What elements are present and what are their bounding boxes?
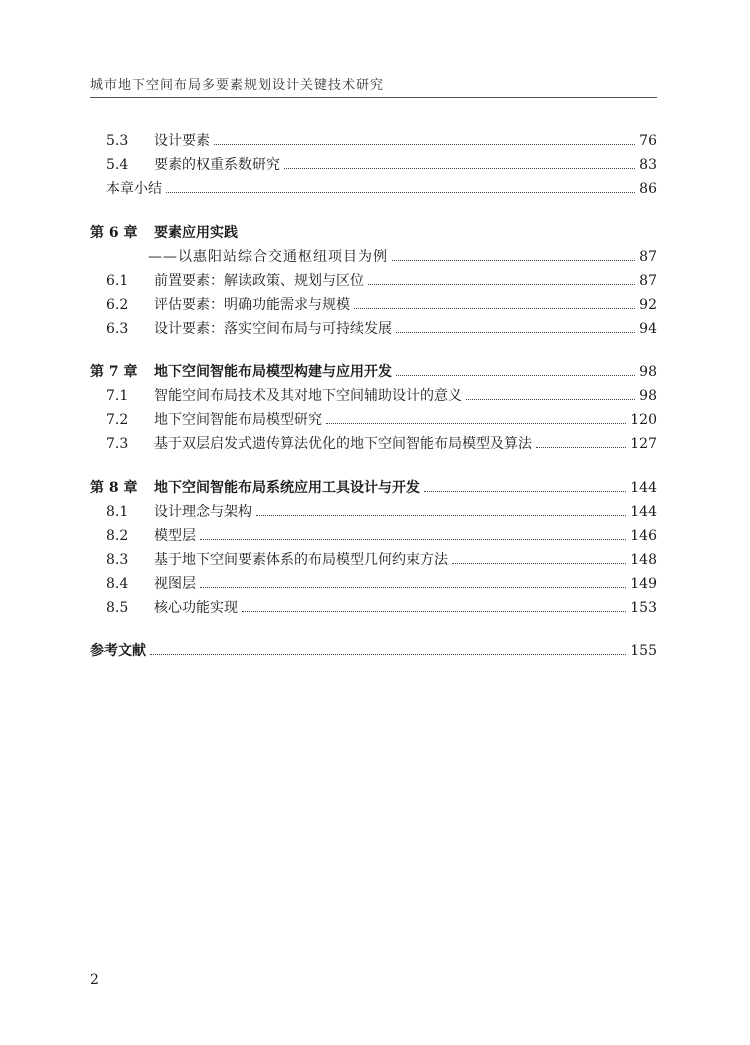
section-title: 设计理念与架构	[154, 504, 252, 520]
toc-chapter-6-subtitle[interactable]	[90, 242, 657, 266]
toc-entry-chapter-summary[interactable]	[90, 174, 657, 198]
chapter-title: 要素应用实践	[154, 225, 238, 241]
toc-entry-5-3[interactable]	[90, 126, 657, 150]
section-title: 前置要素：解读政策、规划与区位	[154, 273, 364, 289]
chapter-title: 地下空间智能布局模型构建与应用开发	[154, 364, 392, 380]
section-number: 5.3	[106, 133, 129, 149]
section-number: 8.3	[106, 552, 129, 568]
section-title: 模型层	[154, 528, 196, 544]
section-title: 地下空间智能布局模型研究	[154, 412, 322, 428]
page-number: 2	[90, 972, 99, 988]
section-title: 视图层	[154, 576, 196, 592]
dot-leader	[396, 332, 635, 333]
section-title: 设计要素	[154, 133, 210, 149]
page-ref: 86	[639, 181, 657, 197]
dot-leader	[242, 611, 626, 612]
chapter-title: 地下空间智能布局系统应用工具设计与开发	[154, 480, 420, 496]
section-title: 基于双层启发式遗传算法优化的地下空间智能布局模型及算法	[154, 436, 532, 452]
chapter-number: 第 8 章	[90, 480, 138, 496]
section-number: 6.3	[106, 321, 129, 337]
section-number: 7.3	[106, 436, 129, 452]
section-title: 评估要素：明确功能需求与规模	[154, 297, 350, 313]
references-title: 参考文献	[90, 643, 146, 659]
section-title: 要素的权重系数研究	[154, 157, 280, 173]
header-rule	[90, 97, 657, 98]
dot-leader	[150, 654, 626, 655]
page-ref: 94	[639, 321, 657, 337]
dot-leader	[200, 587, 626, 588]
section-title: 智能空间布局技术及其对地下空间辅助设计的意义	[154, 388, 462, 404]
toc-entry-8-5[interactable]	[90, 593, 657, 617]
chapter-number: 第 7 章	[90, 364, 138, 380]
page-ref: 76	[639, 133, 657, 149]
dot-leader	[354, 308, 635, 309]
page-ref: 98	[639, 388, 657, 404]
page-ref: 146	[630, 528, 657, 544]
page-ref: 153	[630, 600, 657, 616]
dot-leader	[368, 284, 635, 285]
page-ref: 87	[639, 249, 657, 265]
section-number: 6.2	[106, 297, 129, 313]
toc-entry-7-1[interactable]	[90, 381, 657, 405]
section-number: 8.1	[106, 504, 129, 520]
section-number: 7.2	[106, 412, 129, 428]
dot-leader	[424, 491, 626, 492]
section-number: 7.1	[106, 388, 129, 404]
dot-leader	[284, 168, 635, 169]
page-ref: 87	[639, 273, 657, 289]
page-ref: 120	[630, 412, 657, 428]
toc-chapter-6[interactable]	[90, 218, 657, 242]
dot-leader	[200, 539, 626, 540]
chapter-number: 第 6 章	[90, 225, 138, 241]
page-ref: 127	[630, 436, 657, 452]
toc-entry-7-2[interactable]	[90, 405, 657, 429]
toc-entry-8-2[interactable]	[90, 521, 657, 545]
page-ref: 83	[639, 157, 657, 173]
section-number: 5.4	[106, 157, 129, 173]
dot-leader	[536, 447, 626, 448]
page-ref: 98	[639, 364, 657, 380]
page-ref: 92	[639, 297, 657, 313]
toc-references[interactable]	[90, 636, 657, 660]
running-header: 城市地下空间布局多要素规划设计关键技术研究	[90, 78, 385, 93]
toc-entry-8-1[interactable]	[90, 497, 657, 521]
dot-leader	[452, 563, 626, 564]
dot-leader	[214, 144, 635, 145]
page-ref: 148	[630, 552, 657, 568]
toc-entry-5-4[interactable]	[90, 150, 657, 174]
section-title: 本章小结	[106, 181, 162, 197]
section-number: 8.5	[106, 600, 129, 616]
toc-entry-6-1[interactable]	[90, 266, 657, 290]
section-number: 8.4	[106, 576, 129, 592]
toc-entry-8-4[interactable]	[90, 569, 657, 593]
page-ref: 155	[630, 643, 657, 659]
dot-leader	[396, 375, 635, 376]
toc-chapter-7[interactable]	[90, 357, 657, 381]
page-ref: 149	[630, 576, 657, 592]
chapter-subtitle: ——以惠阳站综合交通枢纽项目为例	[148, 249, 388, 265]
toc-entry-6-2[interactable]	[90, 290, 657, 314]
dot-leader	[256, 515, 626, 516]
dot-leader	[326, 423, 626, 424]
toc-entry-6-3[interactable]	[90, 314, 657, 338]
toc-entry-7-3[interactable]	[90, 429, 657, 453]
dot-leader	[166, 192, 635, 193]
section-title: 核心功能实现	[154, 600, 238, 616]
page-ref: 144	[630, 480, 657, 496]
dot-leader	[392, 260, 635, 261]
section-number: 6.1	[106, 273, 129, 289]
dot-leader	[466, 399, 635, 400]
toc-chapter-8[interactable]	[90, 473, 657, 497]
section-number: 8.2	[106, 528, 129, 544]
section-title: 基于地下空间要素体系的布局模型几何约束方法	[154, 552, 448, 568]
section-title: 设计要素：落实空间布局与可持续发展	[154, 321, 392, 337]
toc-entry-8-3[interactable]	[90, 545, 657, 569]
page-ref: 144	[630, 504, 657, 520]
